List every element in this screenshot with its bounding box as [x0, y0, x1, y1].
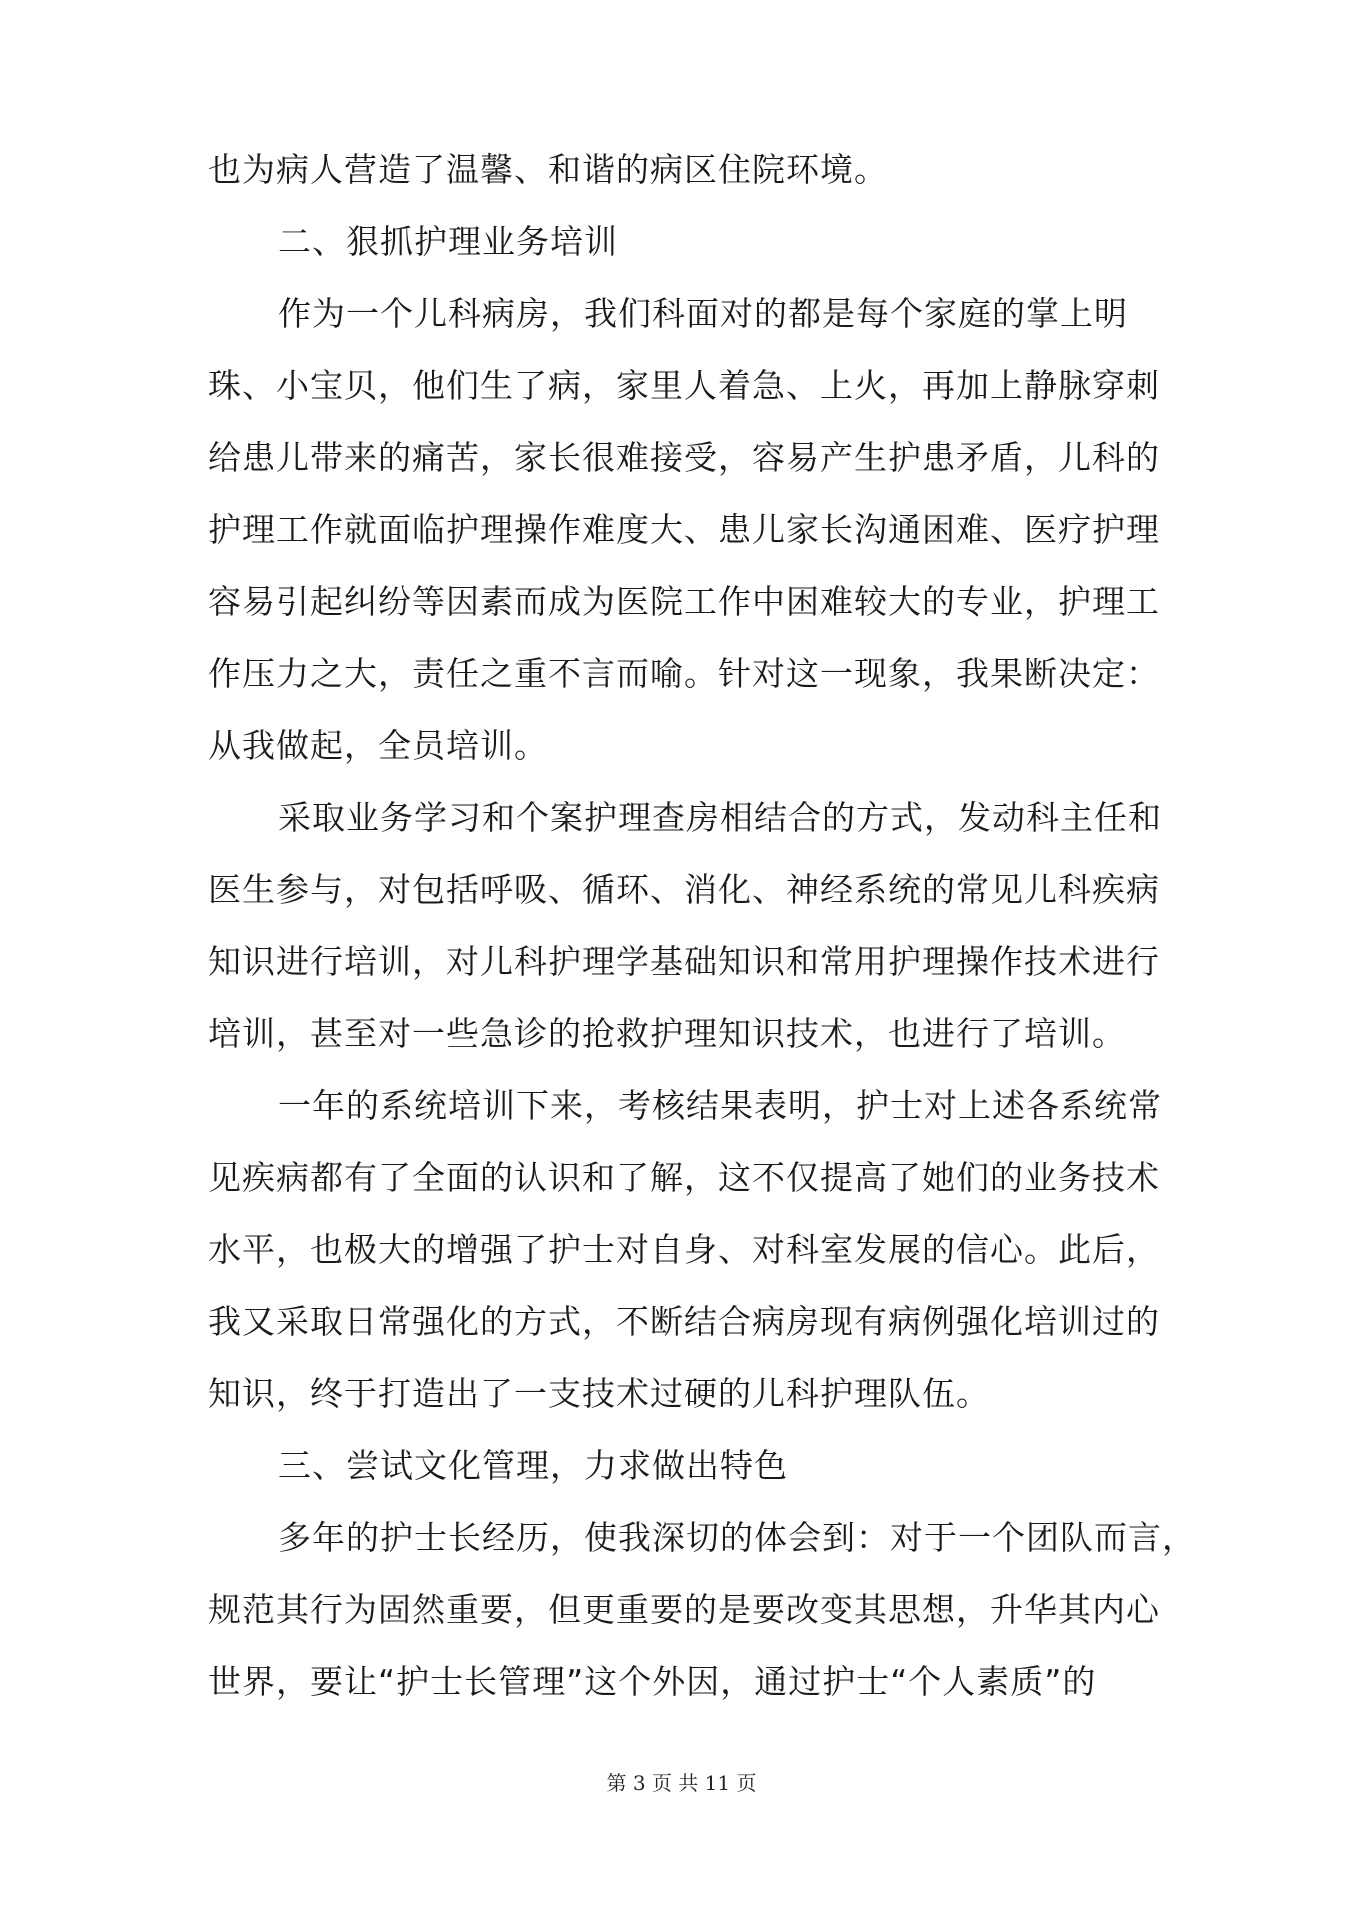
text-line: 珠、小宝贝，他们生了病，家里人着急、上火，再加上静脉穿刺	[208, 366, 1160, 405]
text-line: 一年的系统培训下来，考核结果表明，护士对上述各系统常	[278, 1086, 1162, 1125]
page-number-footer: 第 3 页 共 11 页	[606, 1771, 757, 1795]
text-line: 给患儿带来的痛苦，家长很难接受，容易产生护患矛盾，儿科的	[208, 438, 1160, 477]
text-line: 采取业务学习和个案护理查房相结合的方式，发动科主任和	[278, 798, 1162, 837]
section-heading: 二、狠抓护理业务培训	[278, 222, 618, 261]
text-line: 规范其行为固然重要，但更重要的是要改变其思想，升华其内心	[208, 1590, 1160, 1629]
text-line: 知识进行培训，对儿科护理学基础知识和常用护理操作技术进行	[208, 942, 1160, 981]
text-line: 作为一个儿科病房，我们科面对的都是每个家庭的掌上明	[278, 294, 1128, 333]
text-line: 护理工作就面临护理操作难度大、患儿家长沟通困难、医疗护理	[208, 510, 1160, 549]
text-line: 从我做起，全员培训。	[208, 726, 548, 765]
text-line: 也为病人营造了温馨、和谐的病区住院环境。	[208, 150, 888, 189]
text-line: 容易引起纠纷等因素而成为医院工作中困难较大的专业，护理工	[208, 582, 1160, 621]
text-line: 水平，也极大的增强了护士对自身、对科室发展的信心。此后，	[208, 1230, 1160, 1269]
text-line: 我又采取日常强化的方式，不断结合病房现有病例强化培训过的	[208, 1302, 1160, 1341]
text-line: 作压力之大，责任之重不言而喻。针对这一现象，我果断决定：	[208, 654, 1160, 693]
text-line: 知识，终于打造出了一支技术过硬的儿科护理队伍。	[208, 1374, 990, 1413]
section-heading: 三、尝试文化管理，力求做出特色	[278, 1446, 788, 1485]
text-line: 培训，甚至对一些急诊的抢救护理知识技术，也进行了培训。	[208, 1014, 1126, 1053]
text-line: 医生参与，对包括呼吸、循环、消化、神经系统的常见儿科疾病	[208, 870, 1160, 909]
text-line: 多年的护士长经历，使我深切的体会到：对于一个团队而言，	[278, 1518, 1196, 1557]
text-line: 见疾病都有了全面的认识和了解，这不仅提高了她们的业务技术	[208, 1158, 1160, 1197]
document-body	[208, 134, 1196, 1718]
text-line: 世界，要让“护士长管理”这个外因，通过护士“个人素质”的	[208, 1662, 1097, 1701]
